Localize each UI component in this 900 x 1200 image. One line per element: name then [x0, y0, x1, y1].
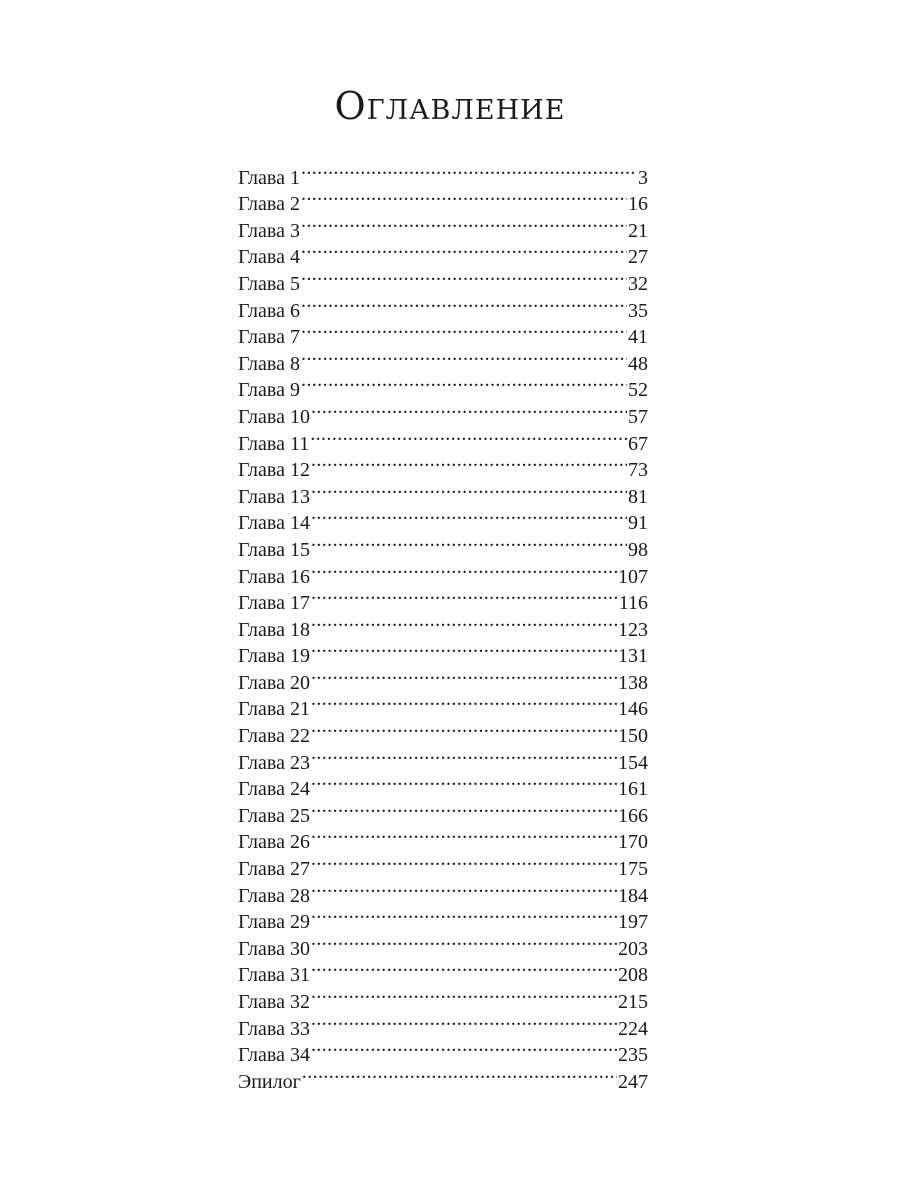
- toc-dot-leader: [311, 583, 618, 610]
- toc-dot-leader: [311, 769, 617, 796]
- toc-dot-leader: [301, 184, 627, 211]
- toc-dot-leader: [311, 981, 617, 1008]
- toc-entry-page-number: 16: [628, 193, 648, 216]
- toc-entry-page-number: 203: [618, 937, 648, 960]
- toc-dot-leader: [311, 662, 617, 689]
- toc-entry-label: Глава 33: [238, 1017, 310, 1040]
- toc-entry-page-number: 123: [618, 618, 648, 641]
- toc-dot-leader: [311, 928, 617, 955]
- toc-entry-label: Глава 14: [238, 512, 310, 535]
- toc-entry-label: Глава 32: [238, 991, 310, 1013]
- toc-dot-leader: [311, 1035, 617, 1062]
- toc-entry-label: Глава 12: [238, 459, 310, 482]
- toc-dot-leader: [301, 370, 627, 397]
- toc-entry-page-number: 161: [618, 778, 648, 801]
- toc-entry-label: Глава 27: [238, 858, 310, 881]
- toc-entry-page-number: 48: [628, 352, 648, 375]
- toc-entry-label: Глава 22: [238, 725, 310, 748]
- toc-entry-page-number: 184: [618, 884, 648, 907]
- toc-dot-leader: [311, 556, 617, 583]
- toc-entry: [238, 157, 648, 189]
- toc-entry-page-number: 224: [618, 1017, 648, 1040]
- toc-entry-label: Глава 3: [238, 219, 300, 242]
- toc-entry-label: Глава 4: [238, 246, 300, 269]
- toc-entry-label: Глава 31: [238, 964, 310, 987]
- toc-entry-page-number: 166: [618, 804, 648, 827]
- toc-entry-label: Глава 8: [238, 352, 300, 375]
- toc-entry-page-number: 247: [618, 1070, 648, 1093]
- toc-entry-label: Глава 21: [238, 698, 310, 721]
- toc-dot-leader: [311, 1008, 617, 1035]
- toc-entry-page-number: 107: [618, 565, 648, 588]
- toc-entry-label: Глава 7: [238, 326, 300, 349]
- toc-entry-label: Глава 29: [238, 911, 310, 934]
- toc-entry-label: Глава 34: [238, 1044, 310, 1067]
- toc-dot-leader: [301, 237, 627, 264]
- toc-entry-page-number: 170: [618, 831, 648, 854]
- toc-entry-label: Глава 2: [238, 193, 300, 216]
- toc-entry-label: Глава 1: [238, 166, 300, 189]
- toc-dot-leader: [311, 529, 627, 556]
- toc-dot-leader: [311, 715, 617, 742]
- toc-dot-leader: [311, 955, 617, 982]
- toc-entry-label: Глава 11: [238, 432, 310, 455]
- toc-entry-label: Глава 5: [238, 272, 300, 295]
- toc-entry-label: Глава 17: [238, 592, 310, 615]
- toc-entry-label: Глава 25: [238, 804, 310, 827]
- toc-entry-label: Глава 20: [238, 671, 310, 694]
- toc-dot-leader: [311, 636, 617, 663]
- toc-entry-page-number: 41: [628, 326, 648, 349]
- toc-dot-leader: [301, 157, 637, 184]
- toc-dot-leader: [311, 609, 617, 636]
- toc-entry-label: Эпилог: [238, 1070, 301, 1093]
- toc-entry-page-number: 154: [618, 751, 648, 774]
- toc-entry-page-number: 150: [618, 725, 648, 748]
- toc-dot-leader: [301, 263, 627, 290]
- toc-entry-label: Глава 16: [238, 565, 310, 588]
- toc-dot-leader: [311, 476, 627, 503]
- toc-dot-leader: [311, 902, 617, 929]
- toc-dot-leader: [311, 822, 617, 849]
- toc-entry-page-number: 208: [618, 964, 648, 987]
- toc-entry-page-number: 215: [618, 991, 648, 1013]
- toc-entry-label: Глава 9: [238, 379, 300, 402]
- toc-entry-page-number: 32: [628, 272, 648, 295]
- toc-dot-leader: [311, 875, 617, 902]
- toc-entry-page-number: 27: [628, 246, 648, 269]
- table-of-contents: [238, 157, 648, 1093]
- toc-dot-leader: [301, 210, 627, 237]
- toc-entry-label: Глава 19: [238, 645, 310, 668]
- toc-entry-label: Глава 6: [238, 299, 300, 322]
- toc-dot-leader: [301, 290, 627, 317]
- toc-entry-label: Глава 30: [238, 937, 310, 960]
- toc-entry-page-number: 235: [618, 1044, 648, 1067]
- toc-entry-page-number: 67: [628, 432, 648, 455]
- toc-entry-page-number: 116: [618, 592, 648, 615]
- toc-entry-page-number: 91: [628, 512, 648, 535]
- toc-dot-leader: [311, 795, 617, 822]
- toc-entry-page-number: 81: [628, 485, 648, 508]
- toc-entry-label: Глава 18: [238, 618, 310, 641]
- toc-entry-page-number: 175: [618, 858, 648, 881]
- toc-entry-page-number: 73: [628, 459, 648, 482]
- toc-entry-label: Глава 26: [238, 831, 310, 854]
- toc-entry-page-number: 52: [628, 379, 648, 402]
- toc-dot-leader: [302, 1061, 617, 1088]
- toc-entry-page-number: 3: [638, 166, 648, 189]
- toc-entry-page-number: 21: [628, 219, 648, 242]
- toc-entry-page-number: 131: [618, 645, 648, 668]
- toc-dot-leader: [301, 343, 627, 370]
- toc-entry-page-number: 35: [628, 299, 648, 322]
- toc-entry-label: Глава 23: [238, 751, 310, 774]
- toc-dot-leader: [311, 689, 617, 716]
- toc-dot-leader: [310, 423, 627, 450]
- toc-dot-leader: [311, 396, 627, 423]
- toc-dot-leader: [311, 742, 617, 769]
- toc-entry-label: Глава 28: [238, 884, 310, 907]
- toc-entry-page-number: 197: [618, 911, 648, 934]
- toc-dot-leader: [311, 848, 617, 875]
- toc-entry-label: Глава 13: [238, 485, 310, 508]
- toc-entry-page-number: 146: [618, 698, 648, 721]
- toc-entry-label: Глава 15: [238, 538, 310, 561]
- toc-dot-leader: [311, 503, 627, 530]
- toc-dot-leader: [311, 450, 627, 477]
- page-title: Оглавление: [334, 84, 566, 128]
- toc-entry-label: Глава 10: [238, 405, 310, 428]
- toc-dot-leader: [301, 317, 627, 344]
- toc-entry-page-number: 138: [618, 671, 648, 694]
- toc-entry-page-number: 57: [628, 405, 648, 428]
- toc-entry-label: Глава 24: [238, 778, 310, 801]
- toc-entry-page-number: 98: [628, 538, 648, 561]
